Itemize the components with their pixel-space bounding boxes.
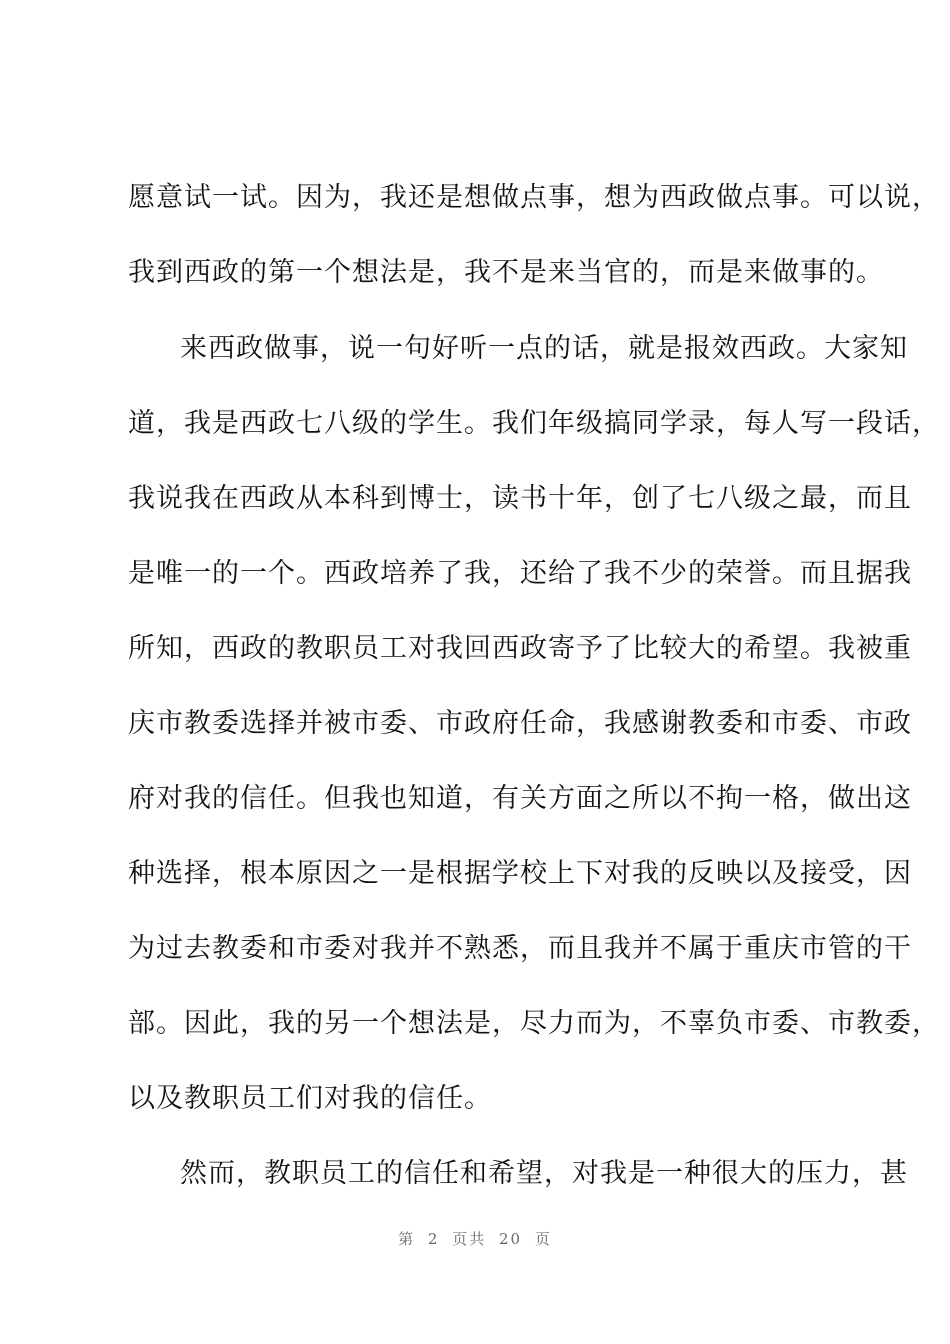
paragraph-first-line: 然而，教职员工的信任和希望，对我是一种很大的压力，甚 [180,1158,908,1189]
body-text-line: 为过去教委和市委对我并不熟悉，而且我并不属于重庆市管的干 [128,933,912,964]
body-text-line: 道，我是西政七八级的学生。我们年级搞同学录，每人写一段话， [128,408,940,439]
body-text-line: 愿意试一试。因为，我还是想做点事，想为西政做点事。可以说， [128,182,940,213]
body-text-line: 我到西政的第一个想法是，我不是来当官的，而是来做事的。 [128,257,884,288]
body-text-line: 是唯一的一个。西政培养了我，还给了我不少的荣誉。而且据我 [128,558,912,589]
body-text-line: 所知，西政的教职员工对我回西政寄予了比较大的希望。我被重 [128,633,912,664]
body-text-line: 府对我的信任。但我也知道，有关方面之所以不拘一格，做出这 [128,783,912,814]
body-text-line: 部。因此，我的另一个想法是，尽力而为，不辜负市委、市教委， [128,1008,940,1039]
paragraph-first-line: 来西政做事，说一句好听一点的话，就是报效西政。大家知 [180,333,908,364]
page-number-footer: 第 2 页共 20 页 [398,1230,552,1248]
body-text-line: 种选择，根本原因之一是根据学校上下对我的反映以及接受，因 [128,858,912,889]
body-text-line: 以及教职员工们对我的信任。 [128,1083,492,1114]
body-text-line: 我说我在西政从本科到博士，读书十年，创了七八级之最，而且 [128,483,912,514]
body-text-line: 庆市教委选择并被市委、市政府任命，我感谢教委和市委、市政 [128,708,912,739]
